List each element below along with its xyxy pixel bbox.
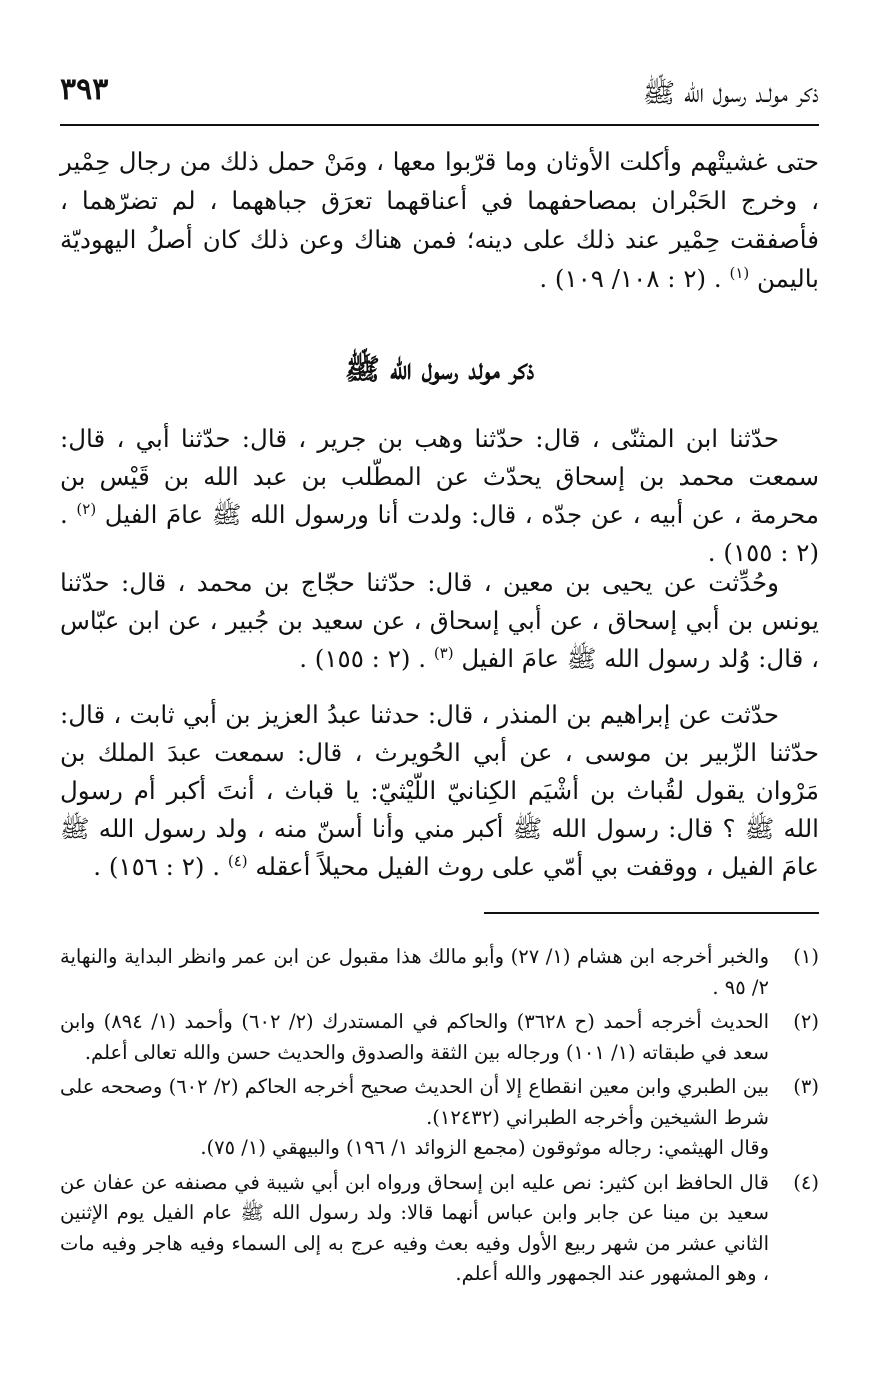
footnote-ref-1: (١): [729, 263, 750, 282]
footnote-extra: وقال الهيثمي: رجاله موثوقون (مجمع الزوائد ١/ ١٩٦) والبيهقي (١/ ٧٥).: [200, 1136, 769, 1159]
intro-text: حتى غشيتْهم وأكلت الأوثان وما قرّبوا معها ، ومَنْ حمل ذلك من رجال حِمْير ، وخرج الحَبْران بمصاحفهما في أعناقهما تعرَق جباههما ، لم تضرّهما ، فأصفقت حِمْير عند ذلك على دينه؛ فمن هناك وعن ذلك كان أصلُ اليهوديّة باليمن: [60, 147, 819, 293]
running-title: ذكر مولـد رسول الله ﷺ: [642, 78, 819, 109]
footnote-text: الحديث أخرجه أحمد (ح ٣٦٢٨) والحاكم في المستدرك (٢/ ٦٠٢) وأحمد (١/ ٨٩٤) وابن سعد في طبقاته (١/ ١٠١) ورجاله بين الثقة والصدوق والحديث حسن والله تعالى أعلم.: [60, 1010, 769, 1064]
footnote-number: (٣): [793, 1075, 819, 1098]
footnote-text: قال الحافظ ابن كثير: نص عليه ابن إسحاق ورواه ابن أبي شيبة في مصنفه عن عفان عن سعيد بن مينا عن جابر وابن عباس أنهما قالا: ولد رسول الله ﷺ عام الفيل يوم الإثنين الثاني عشر من شهر ربيع الأول وفيه بعث وفيه عرج به إلى السماء وفيه هاجر وفيه مات ، وهو المشهور عند الجمهور والله أعلم.: [60, 1170, 769, 1285]
footnote-text: والخبر أخرجه ابن هشام (١/ ٢٧) وأبو مالك هذا مقبول عن ابن عمر وانظر البداية والنهاية ٢/ ٩٥ .: [60, 945, 769, 999]
paragraph-1: [60, 420, 819, 572]
paragraph-text: وحُدِّثت عن يحيى بن معين ، قال: حدّثنا حجّاج بن محمد ، قال: حدّثنا يونس بن أبي إسحاق ، عن أبي إسحاق ، عن سعيد بن جُبير ، عن ابن عبّاس ، قال: وُلد رسول الله ﷺ عامَ الفيل: [60, 568, 819, 673]
paragraph-citation: . (٢ : ١٥٥) .: [299, 644, 427, 673]
intro-paragraph: [60, 142, 819, 298]
page-header: [60, 66, 819, 126]
paragraph-citation: . (٢ : ١٥٦) .: [93, 852, 221, 881]
paragraph-3: [60, 696, 819, 886]
footnote-ref-3: (٣): [433, 643, 454, 662]
paragraph-2: [60, 564, 819, 678]
footnote-1: [60, 942, 819, 1003]
footnote-number: (٢): [793, 1010, 819, 1033]
paragraph-citation: . (٢ : ١٥٥) .: [60, 500, 819, 567]
footnote-3: [60, 1072, 819, 1164]
footnote-4: [60, 1168, 819, 1290]
footnote-2: [60, 1007, 819, 1068]
page-number: ٣٩٣: [60, 72, 109, 107]
footnote-text: بين الطبري وابن معين انقطاع إلا أن الحديث صحيح أخرجه الحاكم (٢/ ٦٠٢) وصححه على شرط الشيخين وأخرجه الطبراني (١٢٤٣٢).: [60, 1075, 769, 1129]
footnote-ref-2: (٢): [76, 499, 97, 518]
intro-citation: . (٢ : ١٠٨/ ١٠٩) .: [539, 264, 722, 293]
section-title: ذكر مولد رسول الله ﷺ: [344, 352, 535, 386]
paragraph-text: حدّثت عن إبراهيم بن المنذر ، قال: حدثنا عبدُ العزيز بن أبي ثابت ، قال: حدّثنا الزّبير بن موسى ، عن أبي الحُويرث ، قال: سمعت عبدَ الملك بن مَرْوان يقول لقُباث بن أشْيَم الكِنانيّ اللّيْثيّ: يا قباث ، أنتَ أكبر أم رسول الله ﷺ ؟ قال: رسول الله ﷺ أكبر مني وأنا أسنّ منه ، ولد رسول الله ﷺ عامَ الفيل ، ووقفت بي أمّي على روث الفيل محيلاً أعقله: [60, 700, 819, 881]
footnote-number: (٤): [793, 1170, 819, 1194]
footnote-number: (١): [793, 945, 819, 968]
footnote-ref-4: (٤): [227, 851, 248, 870]
footnotes: [60, 942, 819, 1290]
paragraph-text: حدّثنا ابن المثنّى ، قال: حدّثنا وهب بن جرير ، قال: حدّثنا أبي ، قال: سمعت محمد بن إسحاق يحدّث عن المطّلب بن عبد الله بن قَيْس بن محرمة ، عن أبيه ، عن جدّه ، قال: ولدت أنا ورسول الله ﷺ عامَ الفيل: [60, 424, 819, 529]
footnote-divider: [484, 912, 819, 914]
